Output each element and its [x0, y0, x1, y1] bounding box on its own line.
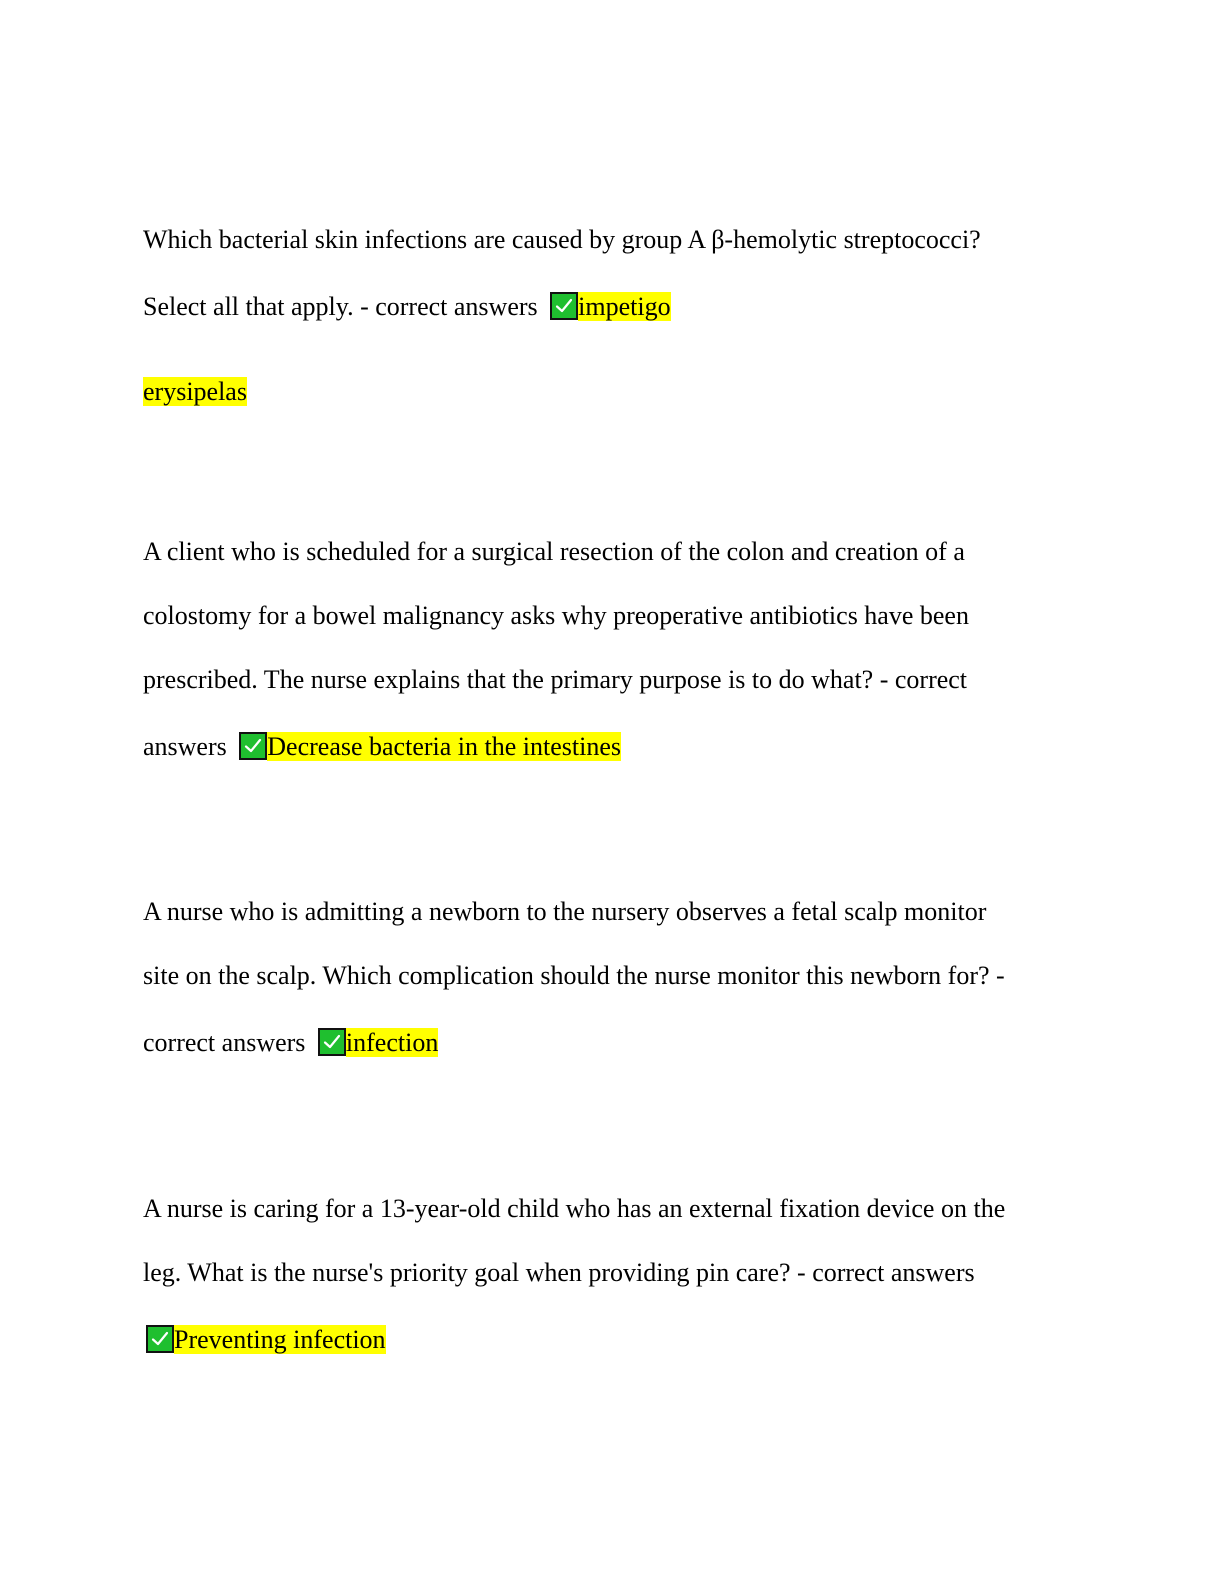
check-mark-icon — [239, 732, 267, 760]
check-mark-icon — [318, 1028, 346, 1056]
answer-impetigo: impetigo — [578, 292, 671, 321]
question-1-prompt-end: Select all that apply. - correct answers — [143, 292, 538, 321]
answer-decrease-bacteria: Decrease bacteria in the intestines — [267, 732, 621, 761]
answer-preventing-infection: Preventing infection — [174, 1325, 386, 1354]
question-4-answer-line — [146, 1323, 386, 1357]
check-mark-icon — [550, 292, 578, 320]
check-mark-icon — [146, 1325, 174, 1353]
question-2-prompt-end: answers — [143, 732, 227, 761]
question-2-line-3: prescribed. The nurse explains that the primary purpose is to do what? - correct — [143, 665, 968, 694]
question-2-line-2: colostomy for a bowel malignancy asks why preoperative antibiotics have been — [143, 601, 969, 630]
question-1-line-2 — [143, 290, 671, 324]
question-4-line-1: A nurse is caring for a 13-year-old child who has an external fixation device on the — [143, 1194, 1006, 1223]
question-3-prompt-end: correct answers — [143, 1028, 306, 1057]
question-3-line-2: site on the scalp. Which complication should the nurse monitor this newborn for? - — [143, 961, 1005, 990]
question-4-line-2: leg. What is the nurse's priority goal when providing pin care? - correct answers — [143, 1258, 975, 1287]
question-1-line-1: Which bacterial skin infections are caused by group A β-hemolytic streptococci? — [143, 225, 981, 254]
answer-infection: infection — [345, 1028, 439, 1057]
question-3-line-3 — [143, 1026, 438, 1060]
answer-erysipelas: erysipelas — [143, 377, 247, 406]
question-1-answer-line-2 — [143, 375, 247, 409]
question-3-line-1: A nurse who is admitting a newborn to the nursery observes a fetal scalp monitor — [143, 897, 987, 926]
question-2-line-1: A client who is scheduled for a surgical resection of the colon and creation of a — [143, 537, 965, 566]
question-2-line-4 — [143, 730, 621, 764]
